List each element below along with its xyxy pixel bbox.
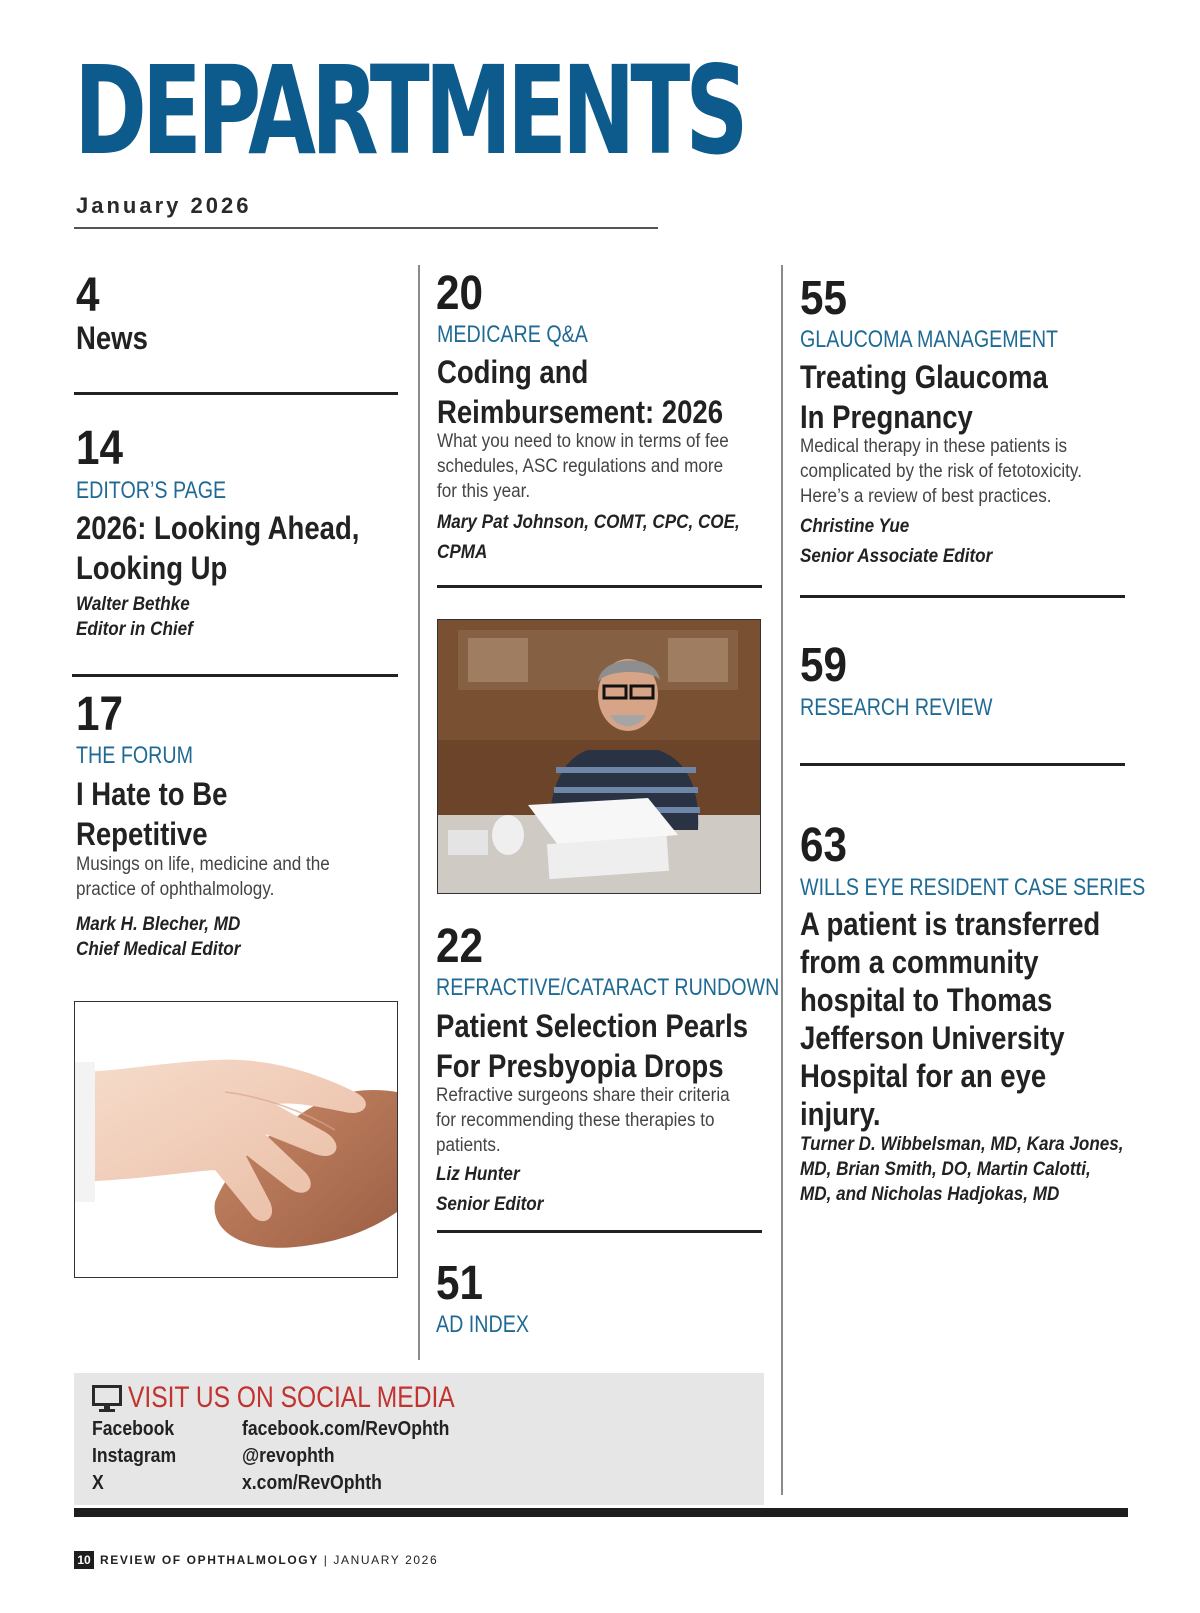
headline-line: Treating Glaucoma	[800, 359, 1048, 395]
deck-line: complicated by the risk of fetotoxicity.	[800, 461, 1082, 482]
author-name: MD, and Nicholas Hadjokas, MD	[800, 1184, 1060, 1205]
headline-line: Looking Up	[76, 550, 228, 586]
social-platform-x: X	[92, 1472, 104, 1494]
headline	[800, 905, 1144, 1133]
section-divider	[72, 674, 398, 677]
byline	[800, 512, 992, 572]
headline-line: injury.	[800, 1096, 881, 1132]
page-number: 20	[436, 267, 483, 320]
page-number: 63	[800, 819, 847, 872]
department-kicker: THE FORUM	[76, 742, 193, 769]
headline-line: from a community	[800, 944, 1039, 980]
page-number: 59	[800, 639, 847, 692]
page-number: 14	[76, 422, 123, 475]
social-platform-facebook: Facebook	[92, 1418, 175, 1440]
headline-line: A patient is transferred	[800, 906, 1101, 942]
deck	[76, 852, 400, 902]
byline	[437, 508, 770, 568]
headline	[800, 357, 1127, 437]
footer-separator: |	[318, 1553, 334, 1567]
deck	[436, 1083, 769, 1158]
department-kicker: WILLS EYE RESIDENT CASE SERIES	[800, 874, 1146, 901]
headline-line: Reimbursement: 2026	[437, 394, 724, 430]
headline	[76, 774, 403, 854]
headline-line: Jefferson University	[800, 1020, 1065, 1056]
author-name: Liz Hunter	[436, 1164, 520, 1185]
column-divider-left	[418, 265, 420, 1360]
headline-line: Repetitive	[76, 816, 208, 852]
author-role: Chief Medical Editor	[76, 939, 241, 960]
man-reading-illustration	[438, 620, 760, 893]
page-title: DEPARTMENTS	[74, 40, 744, 182]
headline-line: Coding and	[437, 354, 589, 390]
deck-line: Here’s a review of best practices.	[800, 486, 1052, 507]
folio-page-number: 10	[74, 1551, 94, 1569]
department-kicker: RESEARCH REVIEW	[800, 694, 993, 721]
deck	[800, 434, 1142, 509]
publication-name: REVIEW OF OPHTHALMOLOGY	[100, 1553, 319, 1567]
page-number: 4	[76, 269, 100, 322]
author-name: MD, Brian Smith, DO, Martin Calotti,	[800, 1159, 1091, 1180]
hands-photo	[74, 1001, 398, 1278]
author-name: CPMA	[437, 542, 488, 563]
section-divider	[74, 392, 398, 395]
deck-line: practice of ophthalmology.	[76, 879, 275, 900]
byline	[436, 1160, 543, 1220]
section-divider	[437, 1230, 762, 1233]
social-platform-instagram: Instagram	[92, 1445, 177, 1467]
deck-line: Medical therapy in these patients is	[800, 436, 1068, 457]
department-kicker: GLAUCOMA MANAGEMENT	[800, 326, 1059, 353]
social-title: VISIT US ON SOCIAL MEDIA	[128, 1381, 455, 1414]
deck-line: Musings on life, medicine and the	[76, 854, 330, 875]
page-number: 51	[436, 1257, 483, 1310]
headline-line: For Presbyopia Drops	[436, 1048, 724, 1084]
byline	[800, 1132, 1160, 1207]
headline-line: I Hate to Be	[76, 776, 228, 812]
headline-line: hospital to Thomas	[800, 982, 1053, 1018]
page-number: 22	[436, 920, 483, 973]
deck-line: schedules, ASC regulations and more	[437, 456, 724, 477]
section-divider	[437, 585, 762, 588]
social-link-instagram[interactable]: @revophth	[242, 1445, 335, 1467]
byline	[76, 592, 193, 642]
footer-date: JANUARY 2026	[333, 1553, 439, 1567]
column-divider-right	[781, 265, 783, 1495]
headline-line: In Pregnancy	[800, 399, 973, 435]
deck-line: What you need to know in terms of fee	[437, 431, 729, 452]
department-kicker: MEDICARE Q&A	[437, 321, 588, 348]
page-number: 17	[76, 688, 123, 741]
social-link-x[interactable]: x.com/RevOphth	[242, 1472, 382, 1494]
headline-line: 2026: Looking Ahead,	[76, 510, 360, 546]
page-number: 55	[800, 272, 847, 325]
department-kicker: EDITOR’S PAGE	[76, 477, 227, 504]
section-divider	[800, 763, 1125, 766]
headline: News	[76, 320, 148, 356]
section-divider	[800, 595, 1125, 598]
headline	[437, 352, 764, 432]
deck-line: for recommending these therapies to	[436, 1110, 715, 1131]
author-name: Walter Bethke	[76, 594, 190, 615]
running-footer	[100, 1553, 438, 1567]
headline	[76, 508, 403, 588]
header-divider	[74, 227, 658, 229]
author-role: Editor in Chief	[76, 619, 193, 640]
deck-line: patients.	[436, 1135, 501, 1156]
deck-line: for this year.	[437, 481, 531, 502]
author-name: Christine Yue	[800, 516, 910, 537]
social-media-box	[74, 1373, 764, 1505]
department-kicker: REFRACTIVE/CATARACT RUNDOWN	[436, 974, 780, 1001]
department-kicker: AD INDEX	[436, 1311, 529, 1338]
headline	[436, 1006, 771, 1086]
headline-line: Patient Selection Pearls	[436, 1008, 749, 1044]
issue-date: January 2026	[76, 193, 252, 218]
byline	[76, 912, 240, 962]
deck	[437, 429, 770, 504]
author-role: Senior Editor	[436, 1194, 544, 1215]
bottom-rule	[74, 1508, 1128, 1517]
author-name: Mary Pat Johnson, COMT, CPC, COE,	[437, 512, 740, 533]
monitor-icon	[92, 1385, 122, 1418]
deck-line: Refractive surgeons share their criteria	[436, 1085, 730, 1106]
author-name: Mark H. Blecher, MD	[76, 914, 241, 935]
author-role: Senior Associate Editor	[800, 546, 993, 567]
headline-line: Hospital for an eye	[800, 1058, 1047, 1094]
social-link-facebook[interactable]: facebook.com/RevOphth	[242, 1418, 450, 1440]
author-name: Turner D. Wibbelsman, MD, Kara Jones,	[800, 1134, 1124, 1155]
man-reading-photo	[437, 619, 761, 894]
hands-illustration	[75, 1002, 397, 1277]
